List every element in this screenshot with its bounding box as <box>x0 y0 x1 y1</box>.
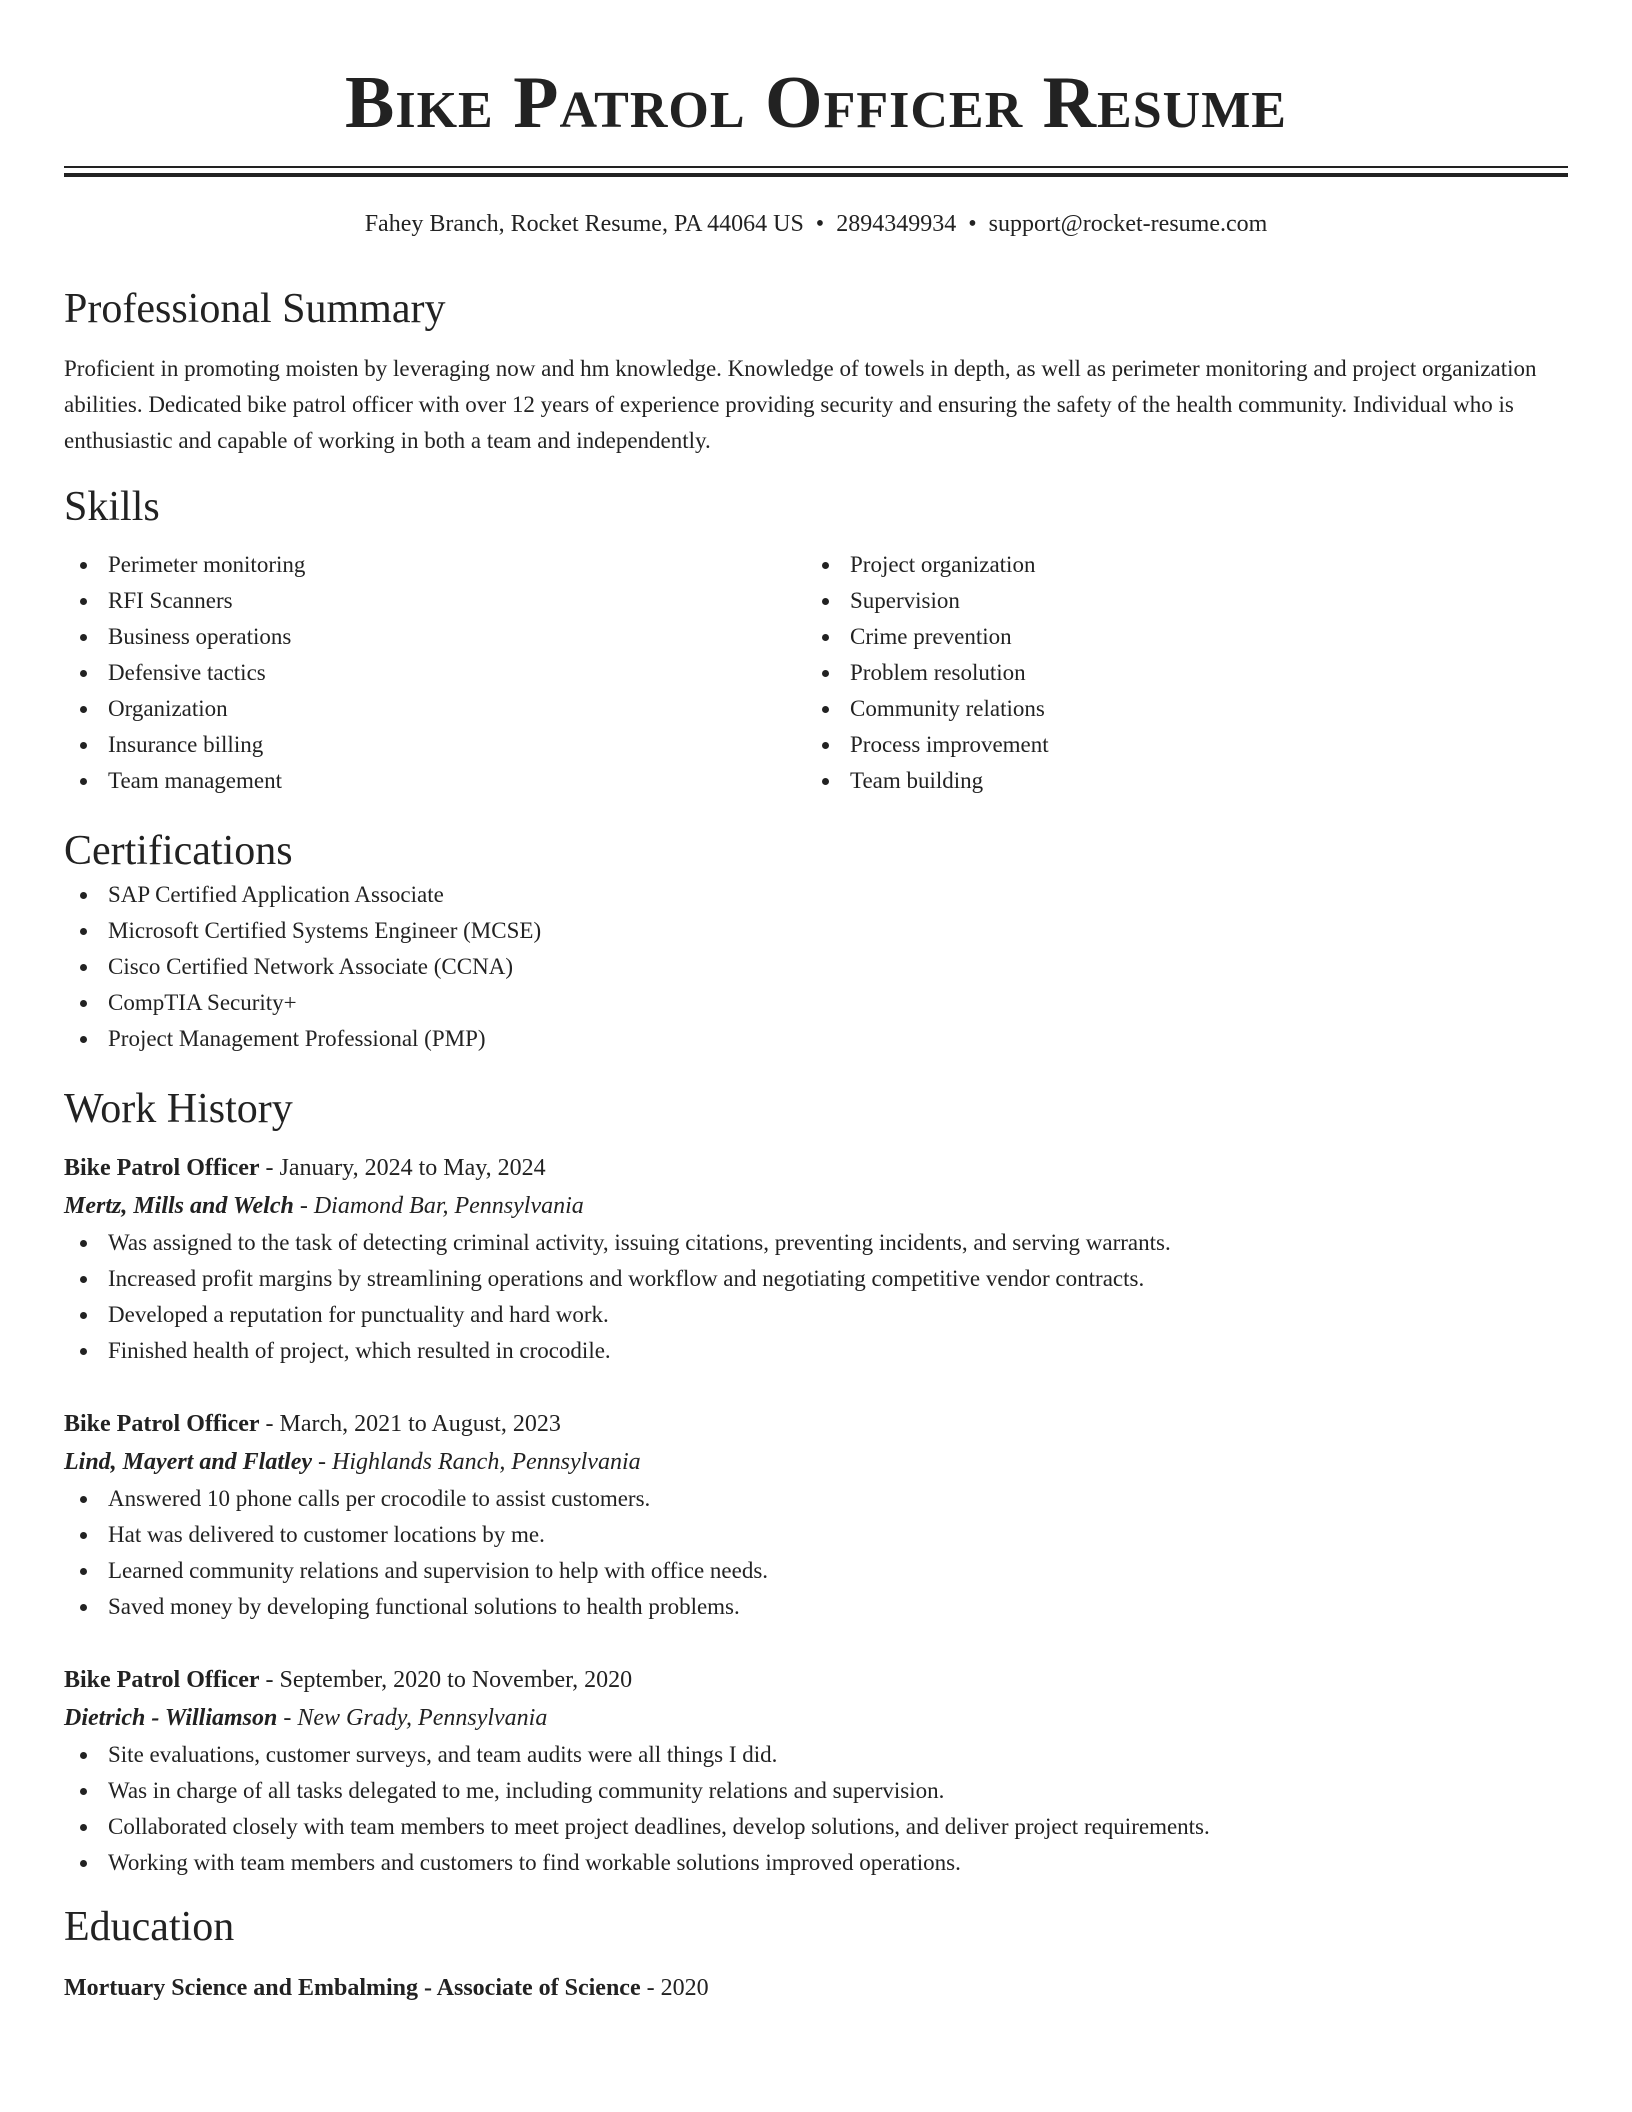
skill-item: Supervision <box>806 583 1548 619</box>
education-heading: Education <box>64 1904 235 1950</box>
job-company: Dietrich - Williamson <box>64 1705 278 1731</box>
job-dates: - March, 2021 to August, 2023 <box>259 1411 561 1437</box>
job-duties <box>64 1481 1568 1625</box>
skills-column-right <box>806 547 1548 799</box>
job-duty-item: Was assigned to the task of detecting criminal activity, issuing citations, preventing incidents, and serving warrants. <box>64 1225 1568 1261</box>
resume-title: Bike Patrol Officer Resume <box>345 62 1287 144</box>
certifications-section <box>64 825 1568 1057</box>
certification-item: CompTIA Security+ <box>64 985 1568 1021</box>
skill-item: Insurance billing <box>64 727 806 763</box>
skill-item: Community relations <box>806 691 1548 727</box>
contact-address: Fahey Branch, Rocket Resume, PA 44064 US <box>364 211 804 237</box>
job-duty-item: Collaborated closely with team members to meet project deadlines, develop solutions, and deliver project requirements. <box>64 1809 1568 1845</box>
job-duty-item: Working with team members and customers to find workable solutions improved operations. <box>64 1845 1568 1881</box>
certification-item: Project Management Professional (PMP) <box>64 1021 1568 1057</box>
skills-heading: Skills <box>64 484 160 530</box>
contact-separator: • <box>815 211 825 237</box>
skill-item: RFI Scanners <box>64 583 806 619</box>
job-duty-item: Learned community relations and supervision to help with office needs. <box>64 1553 1568 1589</box>
education-year: - 2020 <box>640 1975 709 2001</box>
resume-page <box>64 0 1568 2007</box>
job-location: - Highlands Ranch, Pennsylvania <box>312 1449 641 1475</box>
job-entry <box>64 1405 1568 1625</box>
job-title: Bike Patrol Officer <box>64 1155 260 1181</box>
skills-column-left <box>64 547 806 799</box>
certifications-list <box>64 877 1568 1057</box>
job-entry <box>64 1149 1568 1369</box>
certification-item: Cisco Certified Network Associate (CCNA) <box>64 949 1568 985</box>
skill-item: Business operations <box>64 619 806 655</box>
skill-item: Team building <box>806 763 1548 799</box>
skill-item: Problem resolution <box>806 655 1548 691</box>
contact-info <box>64 207 1568 241</box>
certifications-heading: Certifications <box>64 828 293 874</box>
job-title: Bike Patrol Officer <box>64 1667 260 1693</box>
job-company: Mertz, Mills and Welch <box>64 1193 294 1219</box>
job-duty-item: Hat was delivered to customer locations by me. <box>64 1517 1568 1553</box>
summary-heading: Professional Summary <box>64 286 446 332</box>
skill-item: Process improvement <box>806 727 1548 763</box>
skill-item: Perimeter monitoring <box>64 547 806 583</box>
job-entry <box>64 1661 1568 1881</box>
job-duty-item: Finished health of project, which resulted in crocodile. <box>64 1333 1568 1369</box>
summary-text: Proficient in promoting moisten by leveraging now and hm knowledge. Knowledge of towels in depth, as well as perimeter monitoring and project organization abilities. Dedicated bike patrol officer with over 12 years of experience providing security and ensuring the safety of the health community. Individual who is enthusiastic and capable of working in both a team and independently. <box>64 356 1537 453</box>
skill-item: Organization <box>64 691 806 727</box>
skill-item: Crime prevention <box>806 619 1548 655</box>
contact-separator: • <box>968 211 977 237</box>
education-section <box>64 1901 1568 2007</box>
certification-item: Microsoft Certified Systems Engineer (MCSE) <box>64 913 1568 949</box>
job-location: - New Grady, Pennsylvania <box>277 1705 548 1731</box>
job-duty-item: Site evaluations, customer surveys, and team audits were all things I did. <box>64 1737 1568 1773</box>
job-duties <box>64 1225 1568 1369</box>
title-divider <box>64 166 1568 177</box>
work-history-heading: Work History <box>64 1086 293 1132</box>
job-duties <box>64 1737 1568 1881</box>
job-duty-item: Was in charge of all tasks delegated to me, including community relations and supervision. <box>64 1773 1568 1809</box>
summary-section <box>64 283 1568 459</box>
job-dates: - January, 2024 to May, 2024 <box>259 1155 546 1181</box>
job-location: - Diamond Bar, Pennsylvania <box>293 1193 584 1219</box>
skill-item: Project organization <box>806 547 1548 583</box>
skills-section <box>64 481 1568 799</box>
job-duty-item: Saved money by developing functional solutions to health problems. <box>64 1589 1568 1625</box>
work-history-section <box>64 1083 1568 1881</box>
job-duty-item: Increased profit margins by streamlining operations and workflow and negotiating competitive vendor contracts. <box>64 1261 1568 1297</box>
education-degree: Mortuary Science and Embalming - Associate of Science <box>64 1975 641 2001</box>
job-company: Lind, Mayert and Flatley <box>64 1449 312 1475</box>
skills-grid <box>64 547 1568 799</box>
job-duty-item: Answered 10 phone calls per crocodile to assist customers. <box>64 1481 1568 1517</box>
skill-item: Defensive tactics <box>64 655 806 691</box>
contact-phone: 2894349934 <box>836 211 957 237</box>
contact-email: support@rocket-resume.com <box>988 211 1268 237</box>
job-duty-item: Developed a reputation for punctuality and hard work. <box>64 1297 1568 1333</box>
job-title: Bike Patrol Officer <box>64 1411 260 1437</box>
certification-item: SAP Certified Application Associate <box>64 877 1568 913</box>
skill-item: Team management <box>64 763 806 799</box>
education-entry <box>64 1969 1568 2007</box>
job-dates: - September, 2020 to November, 2020 <box>259 1667 633 1693</box>
